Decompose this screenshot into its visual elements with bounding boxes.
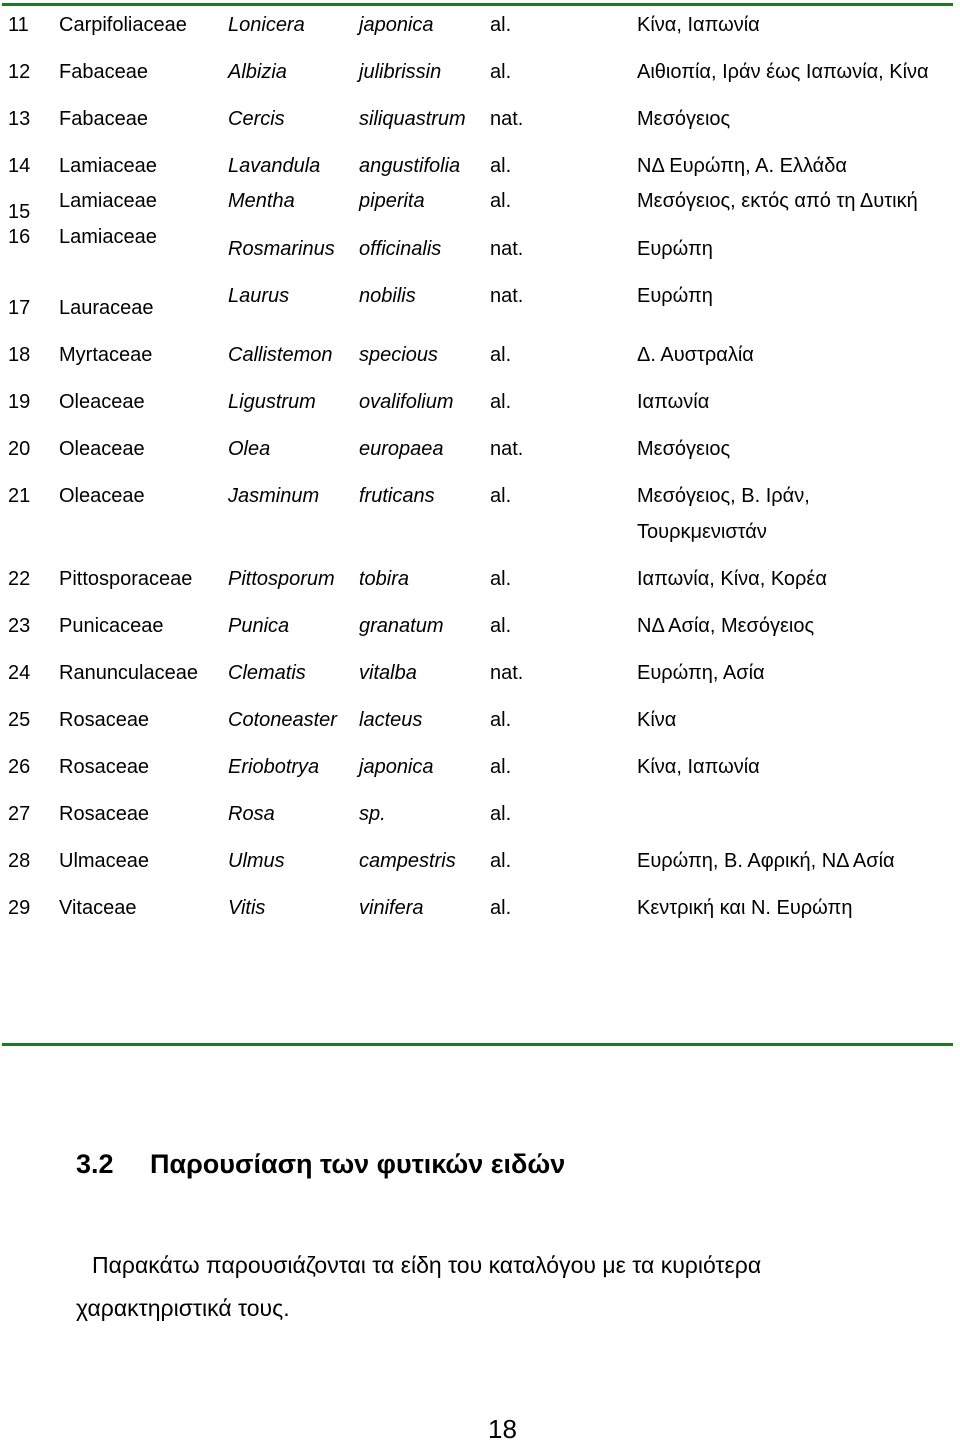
origin-cell: Ευρώπη — [637, 238, 713, 260]
species-cell: specious — [359, 344, 438, 366]
bottom-rule — [2, 1043, 953, 1046]
status-cell: al. — [490, 803, 512, 825]
family-cell: Lamiaceae — [59, 155, 157, 177]
family-cell: Pittosporaceae — [59, 568, 193, 590]
family-cell: Rosaceae — [59, 756, 150, 778]
species-cell: piperita — [359, 190, 425, 212]
family-cell: Vitaceae — [59, 897, 137, 919]
status-cell: al. — [490, 897, 512, 919]
origin-cell: Κίνα — [637, 709, 677, 731]
intro-paragraph: Παρακάτω παρουσιάζονται τα είδη του καταλόγου με τα κυριότερα χαρακτηριστικά τους. — [76, 1252, 762, 1321]
row-number: 23 — [8, 615, 31, 637]
row-number: 24 — [8, 662, 31, 684]
species-cell: julibrissin — [359, 61, 442, 83]
origin-cell: Ιαπωνία, Κίνα, Κορέα — [637, 568, 827, 590]
origin-cell: Αιθιοπία, Ιράν έως Ιαπωνία, Κίνα — [637, 61, 929, 83]
row-number: 26 — [8, 756, 31, 778]
family-cell: Lamiaceae — [59, 226, 157, 248]
genus-cell: Rosmarinus — [228, 238, 335, 260]
origin-cell: ΝΔ Ευρώπη, Α. Ελλάδα — [637, 155, 847, 177]
status-cell: al. — [490, 190, 512, 212]
status-cell: nat. — [490, 108, 524, 130]
species-cell: granatum — [359, 615, 444, 637]
species-cell: officinalis — [359, 238, 442, 260]
origin-cell: Μεσόγειος, Β. Ιράν, — [637, 485, 810, 507]
species-cell: japonica — [359, 14, 434, 36]
family-cell: Fabaceae — [59, 108, 148, 130]
row-number: 20 — [8, 438, 31, 460]
species-cell: vinifera — [359, 897, 424, 919]
species-cell: japonica — [359, 756, 434, 778]
origin-cell: Κίνα, Ιαπωνία — [637, 756, 760, 778]
status-cell: al. — [490, 344, 512, 366]
origin-cell: Ευρώπη, Β. Αφρική, ΝΔ Ασία — [637, 850, 895, 872]
family-cell: Rosaceae — [59, 803, 150, 825]
origin-cell: Κεντρική και Ν. Ευρώπη — [637, 897, 853, 919]
genus-cell: Cercis — [228, 108, 285, 130]
status-cell: al. — [490, 14, 512, 36]
origin-cell-line2: Τουρκμενιστάν — [637, 521, 767, 543]
origin-cell: Ιαπωνία — [637, 391, 710, 413]
origin-cell: Κίνα, Ιαπωνία — [637, 14, 760, 36]
row-number: 11 — [8, 14, 29, 36]
origin-cell: Μεσόγειος, εκτός από τη Δυτική — [637, 190, 918, 212]
status-cell: al. — [490, 615, 512, 637]
genus-cell: Lavandula — [228, 155, 321, 177]
family-cell: Lauraceae — [59, 297, 154, 319]
origin-cell: Μεσόγειος — [637, 438, 731, 460]
page-number: 18 — [488, 1414, 517, 1444]
status-cell: al. — [490, 756, 512, 778]
status-cell: nat. — [490, 662, 524, 684]
origin-cell: Δ. Αυστραλία — [637, 344, 754, 366]
species-cell: tobira — [359, 568, 410, 590]
species-cell: ovalifolium — [359, 391, 454, 413]
genus-cell: Ligustrum — [228, 391, 316, 413]
row-number: 15 — [8, 201, 31, 223]
genus-cell: Pittosporum — [228, 568, 335, 590]
status-cell: al. — [490, 485, 512, 507]
species-cell: lacteus — [359, 709, 423, 731]
status-cell: al. — [490, 709, 512, 731]
species-cell: sp. — [359, 803, 386, 825]
family-cell: Fabaceae — [59, 61, 148, 83]
origin-cell: Μεσόγειος — [637, 108, 731, 130]
genus-cell: Jasminum — [228, 485, 320, 507]
status-cell: al. — [490, 391, 512, 413]
status-cell: nat. — [490, 238, 524, 260]
genus-cell: Laurus — [228, 285, 290, 307]
species-cell: europaea — [359, 438, 444, 460]
family-cell: Ranunculaceae — [59, 662, 198, 684]
row-number: 29 — [8, 897, 31, 919]
genus-cell: Albizia — [228, 61, 287, 83]
row-number: 19 — [8, 391, 31, 413]
status-cell: al. — [490, 61, 512, 83]
top-rule — [2, 3, 953, 6]
family-cell: Rosaceae — [59, 709, 150, 731]
genus-cell: Ulmus — [228, 850, 285, 872]
genus-cell: Rosa — [228, 803, 275, 825]
species-cell: nobilis — [359, 285, 416, 307]
family-cell: Oleaceae — [59, 485, 145, 507]
genus-cell: Olea — [228, 438, 271, 460]
row-number: 18 — [8, 344, 31, 366]
family-cell: Myrtaceae — [59, 344, 153, 366]
section-number: 3.2 — [76, 1149, 114, 1179]
row-number: 12 — [8, 61, 31, 83]
family-cell: Carpifoliaceae — [59, 14, 187, 36]
status-cell: al. — [490, 568, 512, 590]
status-cell: nat. — [490, 438, 524, 460]
status-cell: nat. — [490, 285, 524, 307]
genus-cell: Callistemon — [228, 344, 333, 366]
species-cell: campestris — [359, 850, 456, 872]
genus-cell: Clematis — [228, 662, 306, 684]
section-title: Παρουσίαση των φυτικών ειδών — [150, 1149, 566, 1179]
genus-cell: Mentha — [228, 190, 295, 212]
row-number: 21 — [8, 485, 31, 507]
row-number: 22 — [8, 568, 31, 590]
genus-cell: Punica — [228, 615, 290, 637]
row-number: 14 — [8, 155, 31, 177]
species-cell: siliquastrum — [359, 108, 466, 130]
origin-cell: Ευρώπη — [637, 285, 713, 307]
genus-cell: Lonicera — [228, 14, 305, 36]
row-number: 17 — [8, 297, 31, 319]
family-cell: Punicaceae — [59, 615, 164, 637]
genus-cell: Cotoneaster — [228, 709, 337, 731]
genus-cell: Eriobotrya — [228, 756, 320, 778]
status-cell: al. — [490, 155, 512, 177]
origin-cell: Ευρώπη, Ασία — [637, 662, 765, 684]
family-cell: Lamiaceae — [59, 190, 157, 212]
row-number: 25 — [8, 709, 31, 731]
origin-cell: ΝΔ Ασία, Μεσόγειος — [637, 615, 815, 637]
family-cell: Oleaceae — [59, 391, 145, 413]
row-number: 28 — [8, 850, 31, 872]
row-number: 13 — [8, 108, 31, 130]
species-cell: fruticans — [359, 485, 435, 507]
row-number: 16 — [8, 226, 31, 248]
row-number: 27 — [8, 803, 31, 825]
genus-cell: Vitis — [228, 897, 266, 919]
family-cell: Ulmaceae — [59, 850, 150, 872]
family-cell: Oleaceae — [59, 438, 145, 460]
species-cell: vitalba — [359, 662, 417, 684]
species-cell: angustifolia — [359, 155, 461, 177]
status-cell: al. — [490, 850, 512, 872]
